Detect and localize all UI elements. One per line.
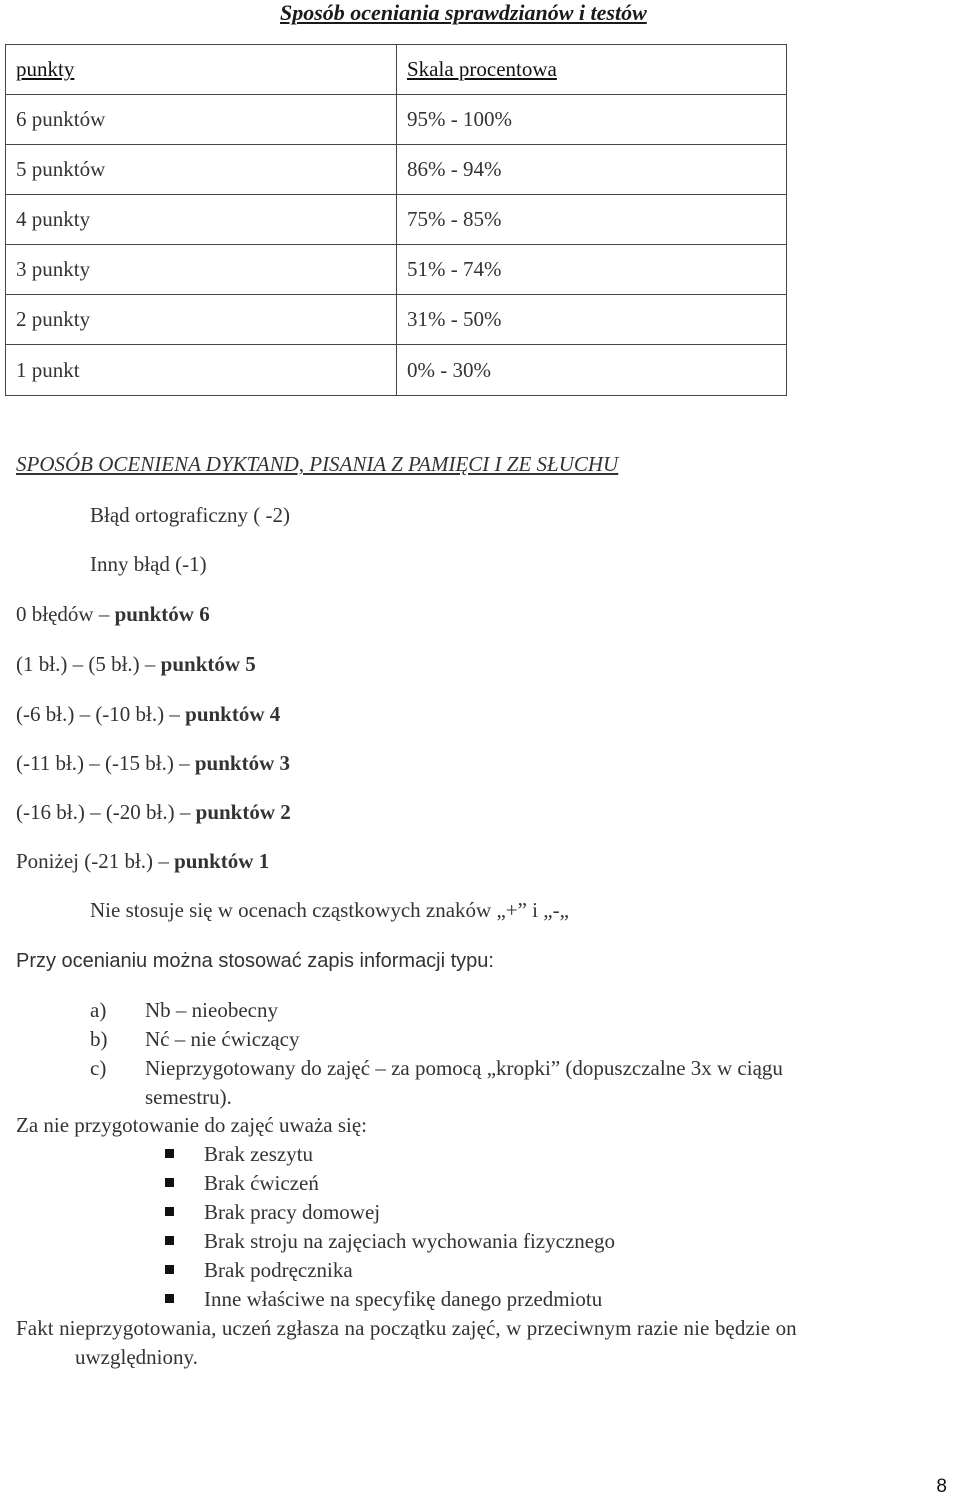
table-cell: 75% - 85%: [397, 195, 787, 245]
grade-points: punktów 4: [185, 702, 281, 726]
error-range: 0 błędów: [16, 602, 94, 626]
error-range: Poniżej (-21 bł.): [16, 849, 154, 873]
grading-table: [5, 44, 787, 396]
grade-points: punktów 2: [195, 800, 291, 824]
info-item-absent: Nb – nieobecny: [145, 998, 278, 1022]
grade-level-1: [16, 849, 269, 874]
info-marker: a): [90, 998, 107, 1022]
table-cell: 86% - 94%: [397, 145, 787, 195]
dash: –: [173, 751, 195, 775]
grade-points: punktów 5: [160, 652, 256, 676]
plus-minus-note: Nie stosuje się w ocenach cząstkowych znaków „+” i „-„: [90, 898, 569, 922]
unprepared-item: Brak stroju na zajęciach wychowania fizycznego: [204, 1229, 616, 1253]
unprepared-item: Brak podręcznika: [204, 1258, 353, 1282]
square-bullet-icon: [165, 1265, 174, 1274]
dash: –: [139, 652, 161, 676]
square-bullet-icon: [165, 1149, 174, 1158]
table-header-row: [6, 45, 787, 95]
error-range: (-6 bł.) – (-10 bł.): [16, 702, 165, 726]
table-row: [6, 295, 787, 345]
dash: –: [174, 800, 196, 824]
error-range: (-16 bł.) – (-20 bł.): [16, 800, 175, 824]
dash: –: [164, 702, 186, 726]
table-cell: 2 punkty: [6, 295, 397, 345]
table-cell: 5 punktów: [6, 145, 397, 195]
square-bullet-icon: [165, 1207, 174, 1216]
square-bullet-icon: [165, 1236, 174, 1245]
info-marker: b): [90, 1027, 108, 1051]
table-cell: 3 punkty: [6, 245, 397, 295]
table-header-cell: punkty: [6, 45, 397, 95]
table-row: [6, 95, 787, 145]
grade-level-2: [16, 800, 291, 825]
table-row: [6, 195, 787, 245]
dictation-heading: SPOSÓB OCENIENA DYKTAND, PISANIA Z PAMIĘCI I ZE SŁUCHU: [16, 452, 619, 476]
rule-spelling-error: Błąd ortograficzny ( -2): [90, 503, 291, 527]
table-cell: 4 punkty: [6, 195, 397, 245]
dash: –: [93, 602, 115, 626]
square-bullet-icon: [165, 1294, 174, 1303]
grade-points: punktów 1: [174, 849, 270, 873]
table-cell: 1 punkt: [6, 345, 397, 396]
error-range: (1 bł.) – (5 bł.): [16, 652, 140, 676]
info-item-unprepared: Nieprzygotowany do zajęć – za pomocą „kropki” (dopuszczalne 3x w ciągu: [145, 1056, 783, 1080]
table-row: [6, 345, 787, 396]
page-title: Sposób oceniania sprawdzianów i testów: [280, 0, 647, 25]
info-intro: Przy ocenianiu można stosować zapis informacji typu:: [16, 950, 494, 972]
unprepared-item: Brak ćwiczeń: [204, 1171, 319, 1195]
info-marker: c): [90, 1056, 107, 1080]
info-item-not-exercising: Nć – nie ćwiczący: [145, 1027, 300, 1051]
unprepared-intro: Za nie przygotowanie do zajęć uważa się:: [16, 1113, 368, 1137]
unprepared-item: Inne właściwe na specyfikę danego przedmiotu: [204, 1287, 603, 1311]
grade-level-3: [16, 751, 290, 776]
closing-statement-continuation: uwzględniony.: [75, 1345, 198, 1369]
square-bullet-icon: [165, 1178, 174, 1187]
table-cell: 95% - 100%: [397, 95, 787, 145]
table-cell: 0% - 30%: [397, 345, 787, 396]
table-row: [6, 245, 787, 295]
error-range: (-11 bł.) – (-15 bł.): [16, 751, 174, 775]
grade-level-6: [16, 602, 210, 627]
table-row: [6, 145, 787, 195]
grade-level-5: [16, 652, 256, 677]
closing-statement: Fakt nieprzygotowania, uczeń zgłasza na początku zajęć, w przeciwnym razie nie będzie on: [16, 1316, 797, 1340]
table-header-cell: Skala procentowa: [397, 45, 787, 95]
table-cell: 31% - 50%: [397, 295, 787, 345]
page-number: 8: [936, 1476, 947, 1497]
rule-other-error: Inny błąd (-1): [90, 552, 207, 576]
unprepared-item: Brak zeszytu: [204, 1142, 314, 1166]
grade-level-4: [16, 702, 280, 727]
grade-points: punktów 3: [194, 751, 290, 775]
table-cell: 51% - 74%: [397, 245, 787, 295]
grade-points: punktów 6: [114, 602, 210, 626]
dash: –: [153, 849, 175, 873]
info-item-continuation: semestru).: [145, 1085, 232, 1109]
table-cell: 6 punktów: [6, 95, 397, 145]
unprepared-item: Brak pracy domowej: [204, 1200, 381, 1224]
